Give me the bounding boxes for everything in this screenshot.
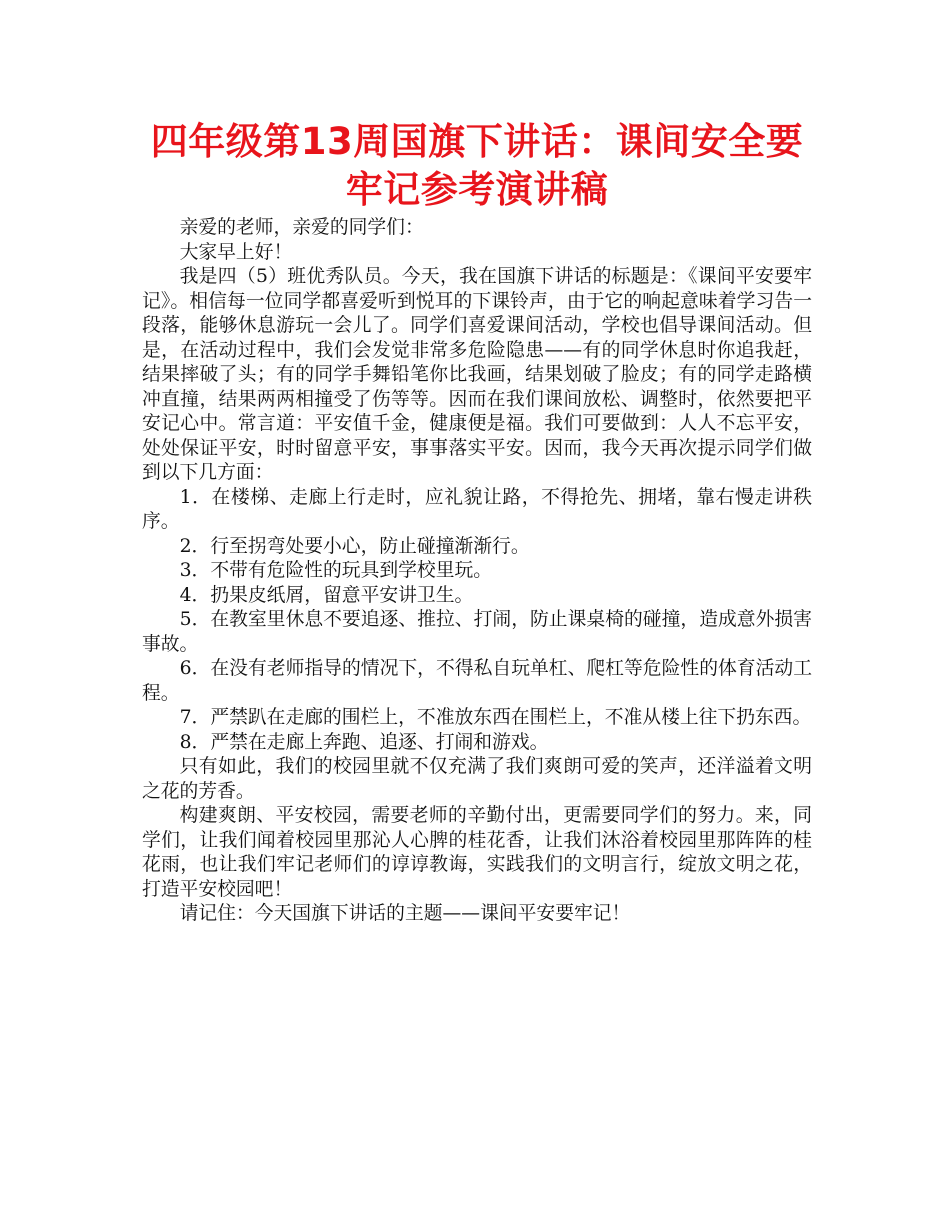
closing-paragraph: 请记住：今天国旗下讲话的主题——课间平安要牢记！ [179, 903, 631, 924]
document-page [142, 118, 812, 927]
rule-item-5: 5．在教室里休息不要追逐、推拉、打闹，防止课桌椅的碰撞，造成意外损害事故。 [142, 609, 812, 655]
rule-item-2: 2．行至拐弯处要小心，防止碰撞渐渐行。 [179, 535, 530, 557]
rule-item-3: 3．不带有危险性的玩具到学校里玩。 [179, 560, 493, 581]
rule-item-8: 8．严禁在走廊上奔跑、追逐、打闹和游戏。 [179, 731, 549, 753]
conclusion-paragraph: 只有如此，我们的校园里就不仅充满了我们爽朗可爱的笑声，还洋溢着文明之花的芳香。 [142, 756, 812, 802]
greeting-paragraph: 亲爱的老师，亲爱的同学们： [179, 217, 424, 238]
document-title: 四年级第13周国旗下讲话：课间安全要牢记参考演讲稿 [150, 120, 804, 211]
rule-item-4: 4．扔果皮纸屑，留意平安讲卫生。 [179, 584, 474, 606]
rule-item-6: 6．在没有老师指导的情况下，不得私自玩单杠、爬杠等危险性的体育活动工程。 [142, 658, 812, 704]
appeal-paragraph: 构建爽朗、平安校园，需要老师的辛勤付出，更需要同学们的努力。来，同学们，让我们闻着校园里那沁人心脾的桂花香，让我们沐浴着校园里那阵阵的桂花雨，也让我们牢记老师们的谆谆教诲，实践我们的文明言行，绽放文明之花，打造平安校园吧！ [142, 805, 812, 900]
rule-item-1: 1．在楼梯、走廊上行走时，应礼貌让路，不得抢先、拥堵，靠右慢走讲秩序。 [142, 486, 812, 532]
intro-paragraph: 我是四（5）班优秀队员。今天，我在国旗下讲话的标题是：《课间平安要牢记》。相信每一位同学都喜爱听到悦耳的下课铃声，由于它的响起意味着学习告一段落，能够休息游玩一会儿了。同学们喜爱课间活动，学校也倡导课间活动。但是，在活动过程中，我们会发觉非常多危险隐患——有的同学休息时你追我赶，结果摔破了头；有的同学手舞铅笔你比我画，结果划破了脸皮；有的同学走路横冲直撞，结果两两相撞受了伤等等。因而在我们课间放松、调整时，依然要把平安记心中。常言道：平安值千金，健康便是福。我们可要做到：人人不忘平安，处处保证平安，时时留意平安，事事落实平安。因而，我今天再次提示同学们做到以下几方面： [142, 266, 812, 483]
salutation-paragraph: 大家早上好！ [179, 241, 293, 263]
document-body [142, 216, 812, 927]
rule-item-7: 7．严禁趴在走廊的围栏上，不准放东西在围栏上，不准从楼上往下扔东西。 [179, 707, 812, 728]
